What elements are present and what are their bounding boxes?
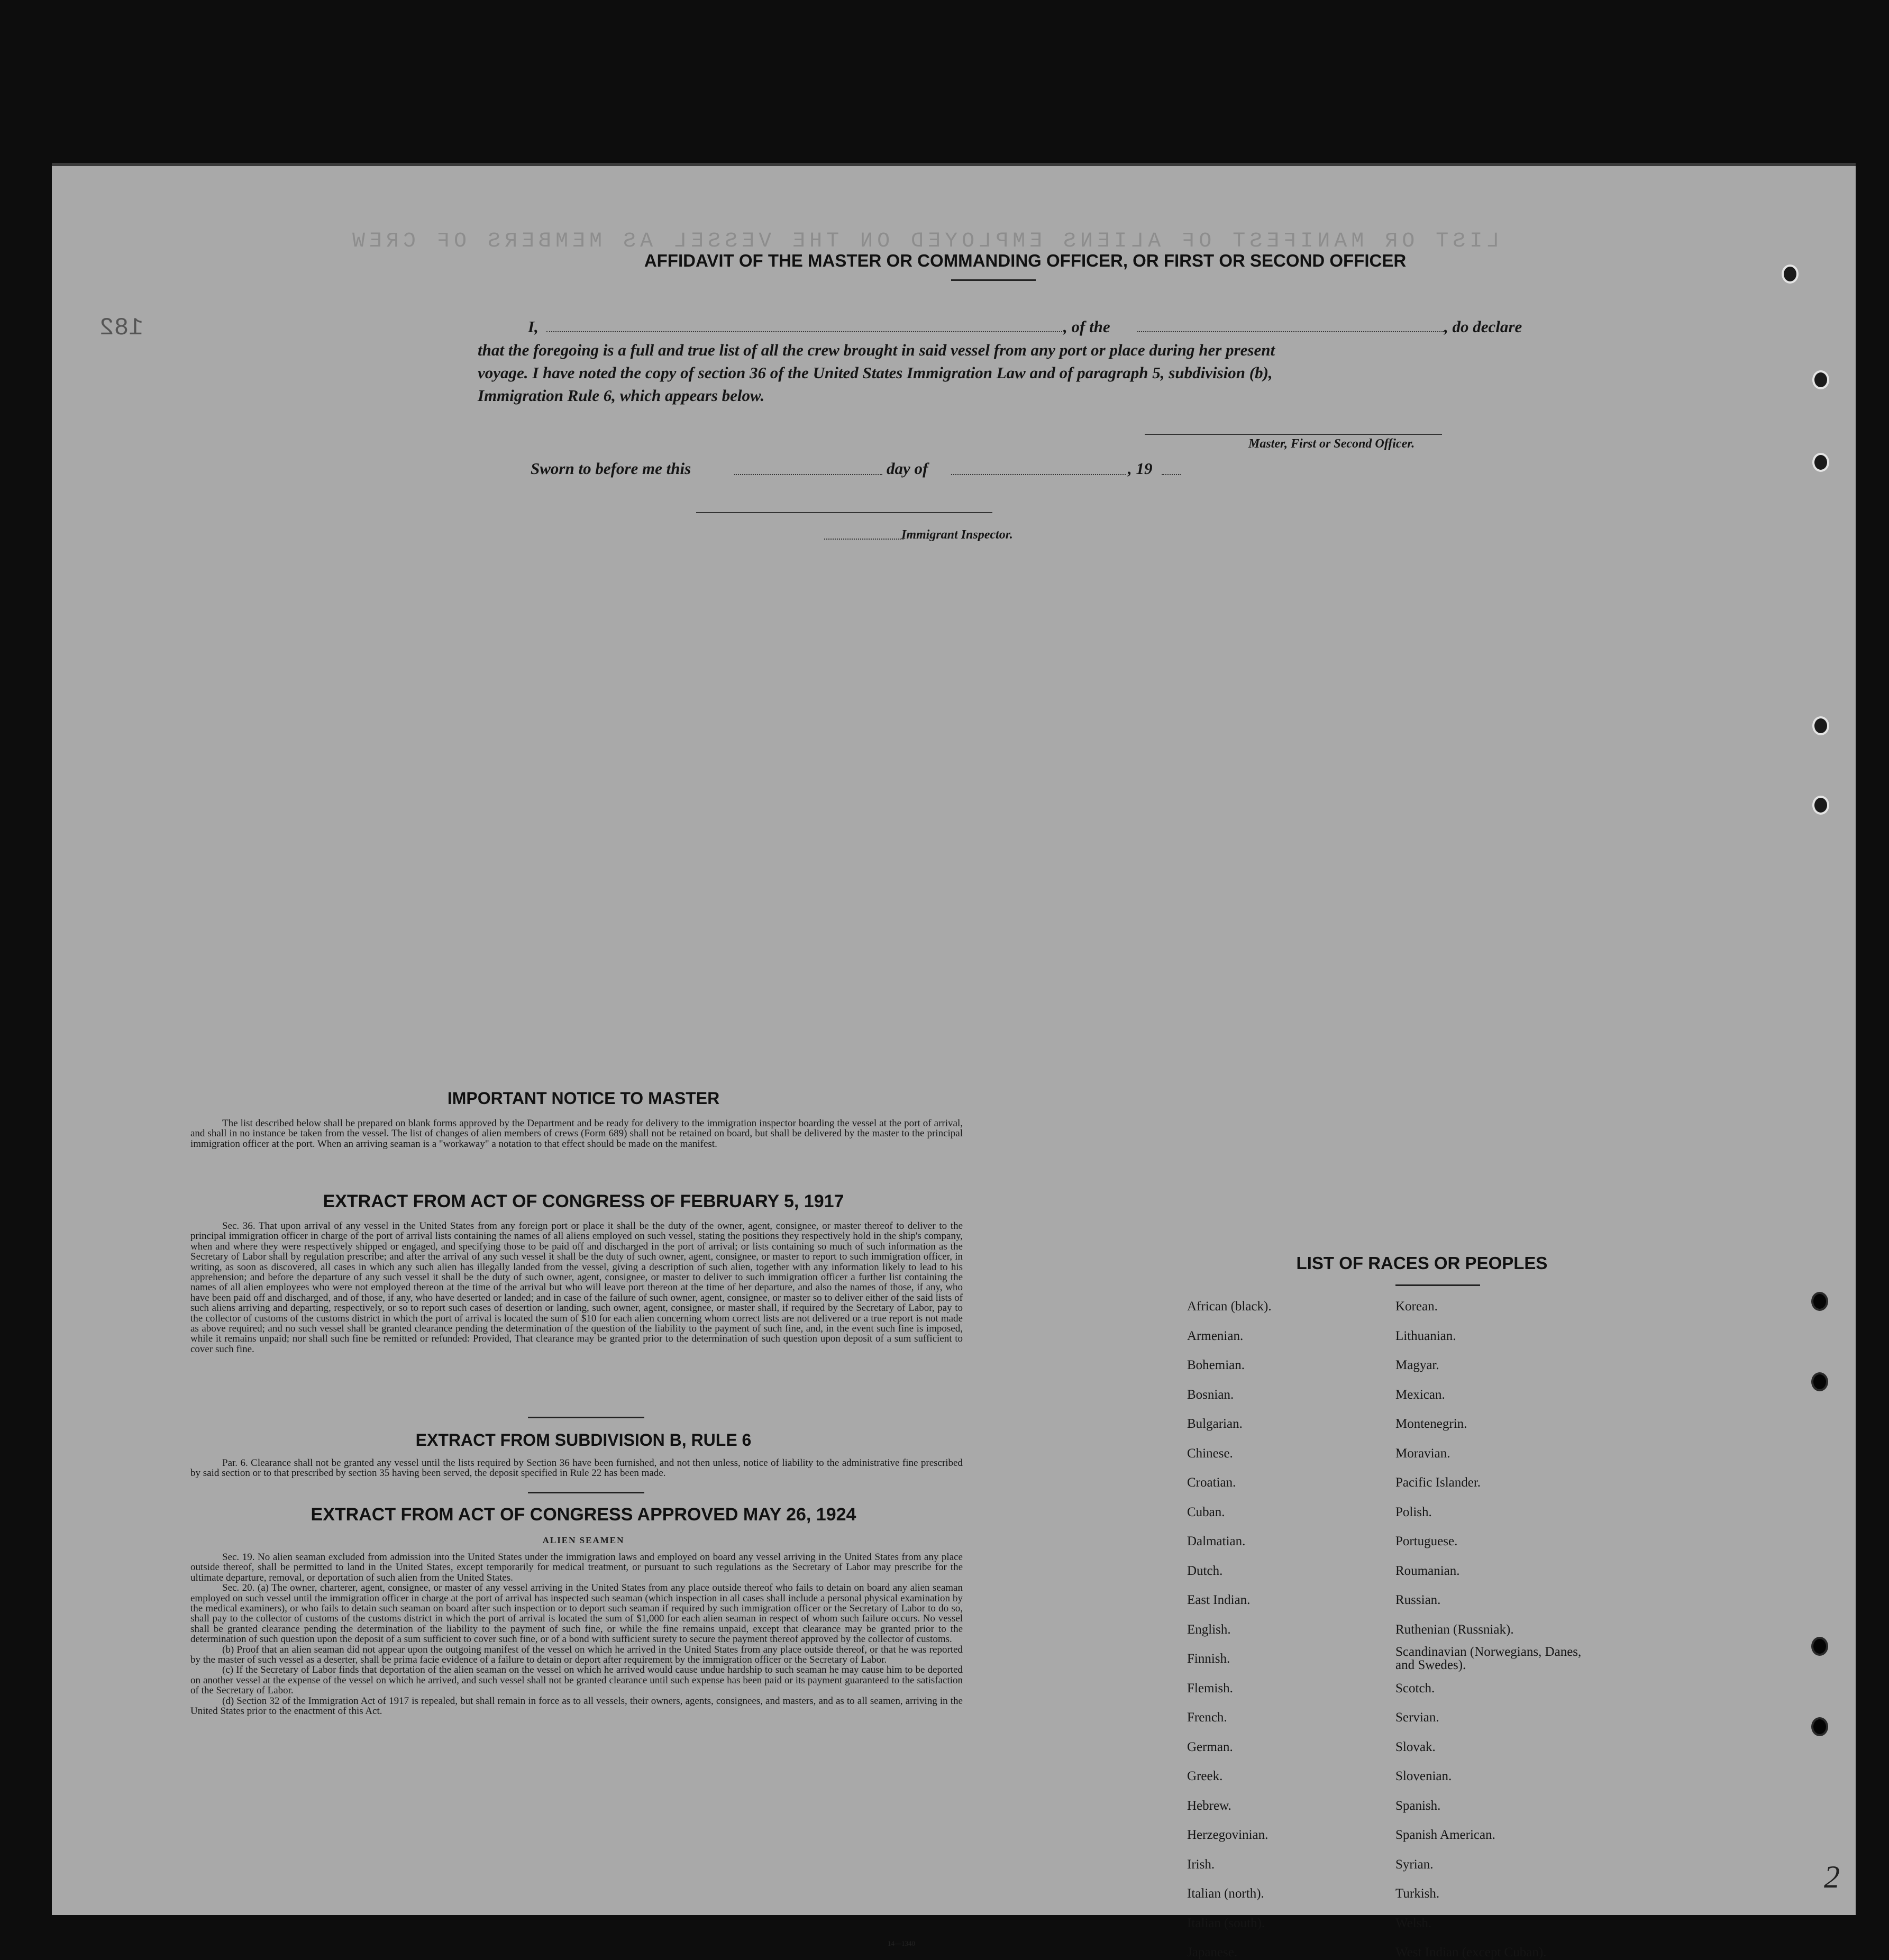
extract-1917-title: EXTRACT FROM ACT OF CONGRESS OF FEBRUARY 5, 1917: [323, 1191, 844, 1211]
extract-1924-text: [190, 1552, 963, 1717]
race-entry: German.: [1187, 1739, 1233, 1754]
handwritten-mark: 2: [1824, 1859, 1840, 1894]
punch-hole: [1811, 1637, 1828, 1656]
race-entry: Portuguese.: [1395, 1534, 1458, 1548]
affidavit-declare: , do declare: [1444, 317, 1522, 336]
race-entry: Welsh.: [1395, 1916, 1432, 1930]
inspector-caption: Immigrant Inspector.: [901, 528, 1013, 542]
section-20a-paragraph: Sec. 20. (a) The owner, charterer, agent, consignee, or master of any vessel arriving in the United States from any place outside thereof who fails to detain on board any alien seaman employed on such vessel until the immigration officer in charge at the port of arrival has inspected such seaman (which inspection in all cases shall include a personal physical examination by the medical examiners), or who fails to detain such seaman on board after such inspection or to deport such seaman if required by such immigration officer or the Secretary of Labor to do so, shall pay to the collector of customs of the customs district in which the port of arrival is located the sum of $1,000 for each alien seaman in respect of whom such failure occurs. No vessel shall be granted clearance pending the determination of the liability to the payment of such fine, or while the fine remains unpaid, except that clearance may be granted prior to the determination of such question upon the deposit of a sum sufficient to cover such fine, or of a bond with sufficient surety to secure the payment thereof approved by the collector of customs.: [190, 1582, 963, 1645]
race-entry: Scandinavian (Norwegians, Danes, and Swedes).: [1395, 1645, 1582, 1672]
race-entry: Turkish.: [1395, 1886, 1440, 1901]
punch-hole: [1811, 1292, 1828, 1311]
race-entry: Pacific Islander.: [1395, 1475, 1481, 1490]
inspector-signature-line: [696, 512, 992, 513]
year-text: , 19: [1128, 459, 1153, 478]
section-20c-paragraph: (c) If the Secretary of Labor finds that deportation of the alien seaman on the vessel on which he arrived would cause undue hardship to such seaman he may cause him to be deported on another vessel at the expense of the vessel on which he arrived, and such vessel shall not be granted clearance until such expense has been paid or its payment guaranteed to the satisfaction of the Secretary of Labor.: [190, 1664, 963, 1697]
section-20b-paragraph: (b) Proof that an alien seaman did not appear upon the outgoing manifest of the vessel on which he arrived in the United States from any place outside thereof, or that he was reported by the master of such vessel as a deserter, shall be prima facie evidence of a failure to detain or deport after requirement by the immigration officer or the Secretary of Labor.: [190, 1644, 963, 1666]
race-entry: Italian (south).: [1187, 1916, 1265, 1930]
notice-text: [190, 1118, 963, 1149]
race-entry: Montenegrin.: [1395, 1417, 1467, 1431]
rule-6-title: EXTRACT FROM SUBDIVISION B, RULE 6: [415, 1430, 752, 1450]
affidavit-title: AFFIDAVIT OF THE MASTER OR COMMANDING OFFICER, OR FIRST OR SECOND OFFICER: [644, 251, 1407, 270]
race-entry: Ruthenian (Russniak).: [1395, 1622, 1514, 1637]
punch-hole: [1812, 716, 1829, 735]
race-entry: Mexican.: [1395, 1387, 1445, 1402]
race-entry: West Indian (except Cuban).: [1395, 1945, 1547, 1959]
affidavit-line-2: that the foregoing is a full and true list of all the crew brought in said vessel from any port or place during her present: [478, 341, 1275, 359]
rule-6-text: [190, 1458, 963, 1479]
bleed-through-text: LIST OR MANIFEST OF ALIENS EMPLOYED ON THE VESSEL AS MEMBERS OF CREW: [348, 230, 1500, 253]
race-entry: Dalmatian.: [1187, 1534, 1246, 1548]
race-entry: Armenian.: [1187, 1328, 1244, 1343]
race-entry: Bulgarian.: [1187, 1417, 1243, 1431]
race-entry: Slovak.: [1395, 1739, 1436, 1754]
race-entry: Cuban.: [1187, 1505, 1225, 1519]
section-36-paragraph: Sec. 36. That upon arrival of any vessel in the United States from any foreign port or place it shall be the duty of the owner, agent, consignee, or master thereof to deliver to the principal immigration officer in charge of the port of arrival lists containing the names of all aliens employed on such vessel, stating the positions they respectively hold in the ship's company, when and where they were respectively shipped or engaged, and specifying those to be paid off and discharged in the port of arrival; or lists containing so much of such information as the Secretary of Labor shall by regulation prescribe; and after the arrival of any such vessel it shall be the duty of such owner, agent, consignee, or master to report to such immigration officer, in writing, as soon as discovered, all cases in which any such alien has illegally landed from the vessel, giving a description of such alien, together with any information likely to lead to his apprehension; and before the departure of any such vessel it shall be the duty of such owner, agent, consignee, or master to deliver to such immigration officer a further list containing the names of all alien employees who were not employed thereon at the time of the arrival but who will leave port thereon at the time of her departure, and also the names of those, if any, who have been paid off and discharged, and of those, if any, who have deserted or landed; and in case of the failure of such owner, agent, consignee, or master so to deliver either of the said lists of such aliens arriving and departing, respectively, or so to report such cases of desertion or landing, such owner, agent, consignee, or master shall, if required by the Secretary of Labor, pay to the collector of customs of the customs district in which the port of arrival is located the sum of $10 for each alien concerning whom correct lists are not delivered or a true report is not made as above required; and no such vessel shall be granted clearance pending the determination of the question of the liability to the payment of such fine, and, in the event such fine is imposed, while it remains unpaid; nor shall such fine be remitted or refunded: Provided, That clearance may be granted prior to the determination of such question upon deposit of a sum sufficient to cover such fine.: [190, 1220, 963, 1355]
section-19-paragraph: Sec. 19. No alien seaman excluded from admission into the United States under the immigration laws and employed on board any vessel arriving in the United States from any place outside thereof, shall be permitted to land in the United States, except temporarily for medical treatment, or pursuant to such regulations as the Secretary of Labor may prescribe for the ultimate departure, removal, or deportation of such alien from the United States.: [190, 1552, 963, 1583]
extract-1917-text: [190, 1221, 963, 1354]
punch-hole: [1782, 265, 1799, 284]
affidavit-of-the: , of the: [1063, 317, 1110, 336]
race-entry: Italian (north).: [1187, 1886, 1264, 1901]
manifest-page: [52, 163, 1856, 1959]
race-entry: English.: [1187, 1622, 1231, 1637]
day-of-text: day of: [887, 459, 928, 478]
title-rule: [1395, 1284, 1480, 1286]
race-entry: Herzegovinian.: [1187, 1828, 1269, 1842]
extract-1924-title: EXTRACT FROM ACT OF CONGRESS APPROVED MAY 26, 1924: [311, 1505, 856, 1525]
section-rule: [528, 1417, 644, 1418]
race-entry: Japanese.: [1187, 1945, 1238, 1959]
race-entry: Magyar.: [1395, 1358, 1439, 1372]
year-blank: [1162, 474, 1181, 475]
title-rule: [951, 279, 1036, 281]
race-entry: Spanish American.: [1395, 1828, 1495, 1842]
punch-hole: [1812, 796, 1829, 815]
race-entry: Roumanian.: [1395, 1563, 1460, 1578]
name-blank: [546, 331, 1062, 332]
race-entry: Slovenian.: [1395, 1769, 1452, 1783]
race-entry: Hebrew.: [1187, 1798, 1231, 1813]
race-entry: Flemish.: [1187, 1681, 1233, 1695]
affidavit-line-4: Immigration Rule 6, which appears below.: [478, 386, 765, 405]
inspector-name-blank: [824, 539, 904, 540]
race-entry: Scotch.: [1395, 1681, 1435, 1695]
section-20d-paragraph: (d) Section 32 of the Immigration Act of 1917 is repealed, but shall remain in force as to all vessels, their owners, agents, consignees, and masters, and as to all seamen, arriving in the United States prior to the enactment of this Act.: [190, 1695, 963, 1717]
race-entry: Korean.: [1395, 1299, 1438, 1314]
race-entry: Spanish.: [1395, 1798, 1441, 1813]
races-title: LIST OF RACES OR PEOPLES: [1296, 1253, 1548, 1273]
master-signature-line: [1145, 434, 1442, 435]
race-entry: Lithuanian.: [1395, 1328, 1456, 1343]
race-entry: Russian.: [1395, 1593, 1441, 1607]
notice-paragraph: The list described below shall be prepared on blank forms approved by the Department and be ready for delivery to the immigration inspector boarding the vessel at the port of arrival, and shall in no instance be taken from the vessel. The list of changes of alien members of crews (Form 689) shall not be retained on board, but shall be delivered by the master to the principal immigration officer at the port. When an arriving seaman is a "workaway" a notation to that effect should be made on the manifest.: [190, 1118, 963, 1150]
race-entry: Servian.: [1395, 1710, 1439, 1725]
notice-title: IMPORTANT NOTICE TO MASTER: [447, 1089, 720, 1108]
race-entry: Bosnian.: [1187, 1387, 1234, 1402]
sworn-month-blank: [951, 474, 1126, 475]
race-entry: Dutch.: [1187, 1563, 1223, 1578]
race-entry: Croatian.: [1187, 1475, 1236, 1490]
race-entry: Polish.: [1395, 1505, 1432, 1519]
master-caption: Master, First or Second Officer.: [1248, 437, 1415, 451]
paragraph-6: Par. 6. Clearance shall not be granted any vessel until the lists required by Section 36 have been furnished, and not then unless, notice of liability to the administrative fine prescribed by said section or to that prescribed by section 35 having been served, the deposit specified in Rule 22 has been made.: [190, 1457, 963, 1479]
race-entry: Greek.: [1187, 1769, 1223, 1783]
punch-hole: [1811, 1372, 1828, 1391]
bleed-through-text: 182: [99, 314, 143, 342]
section-rule: [528, 1492, 644, 1493]
punch-hole: [1811, 1717, 1828, 1736]
race-entry: Irish.: [1187, 1857, 1215, 1872]
race-entry: Moravian.: [1395, 1446, 1450, 1461]
affidavit-i: I,: [528, 317, 539, 336]
race-entry: Chinese.: [1187, 1446, 1233, 1461]
race-entry: Finnish.: [1187, 1652, 1230, 1666]
punch-hole: [1812, 453, 1829, 472]
race-entry: Bohemian.: [1187, 1358, 1245, 1372]
sworn-day-blank: [734, 474, 882, 475]
punch-hole: [1812, 370, 1829, 389]
form-number: 14—1340: [888, 1939, 915, 1947]
race-entry: Syrian.: [1395, 1857, 1434, 1872]
sworn-text: Sworn to before me this: [531, 459, 691, 478]
race-entry: East Indian.: [1187, 1593, 1251, 1607]
alien-seamen-heading: ALIEN SEAMEN: [542, 1535, 625, 1545]
affidavit-line-3: voyage. I have noted the copy of section 36 of the United States Immigration Law and of paragraph 5, subdivision (b),: [478, 363, 1273, 382]
race-entry: African (black).: [1187, 1299, 1272, 1314]
race-entry: French.: [1187, 1710, 1227, 1725]
vessel-blank: [1137, 331, 1444, 332]
